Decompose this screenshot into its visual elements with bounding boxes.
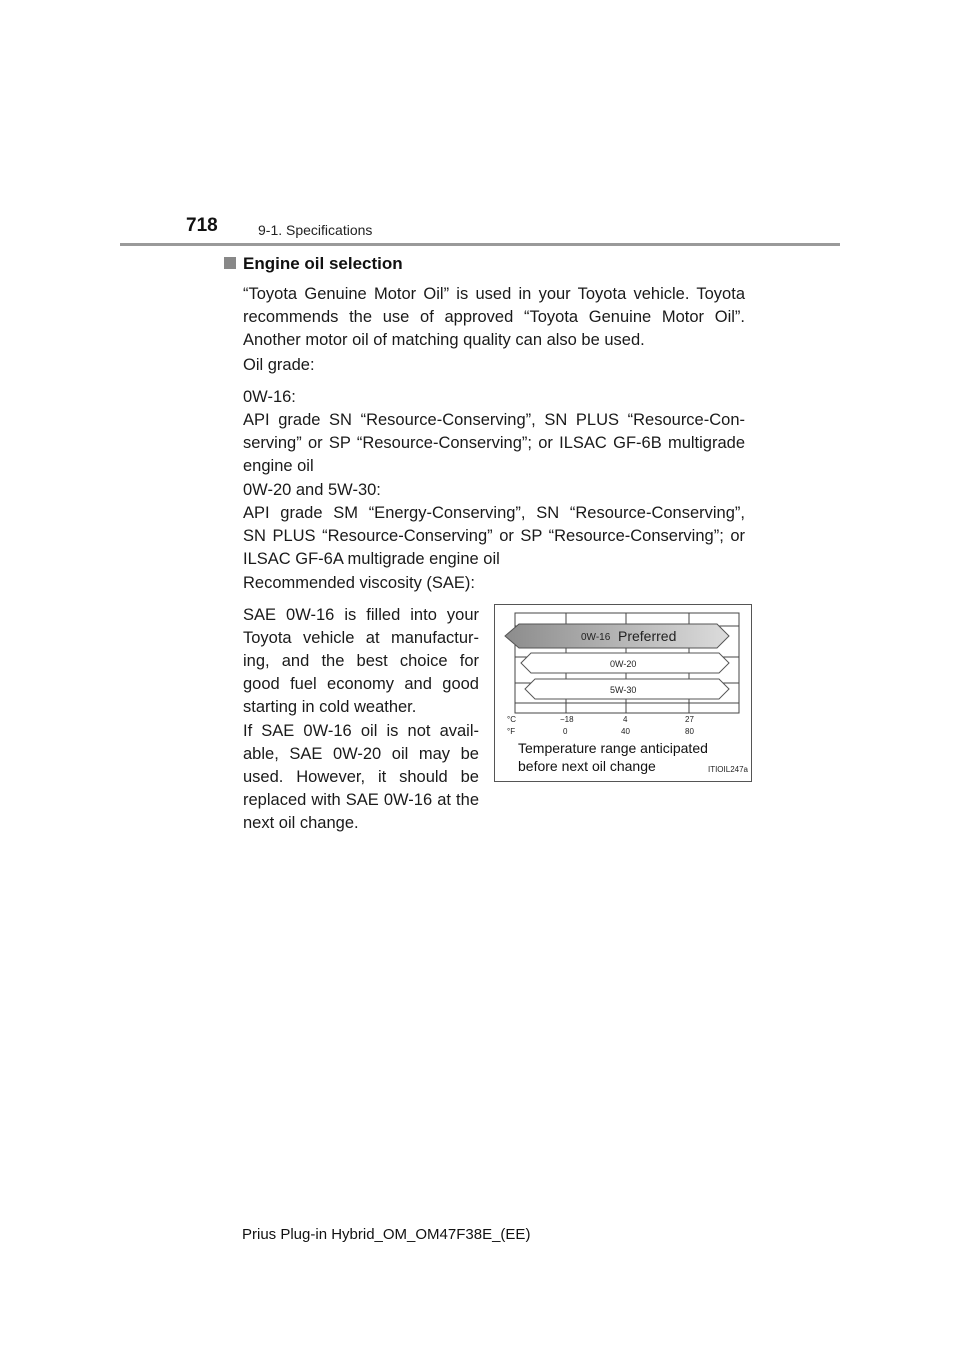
tick-c: 4	[623, 715, 628, 724]
diagram-caption	[518, 739, 708, 775]
tick-f: 80	[685, 727, 694, 736]
bar-0w16-arrow	[505, 624, 729, 648]
unit-fahrenheit: °F	[507, 727, 516, 736]
tick-f: 0	[563, 727, 568, 736]
para1-line: SAE 0W-16 is filled into your	[243, 606, 479, 624]
viscosity-temperature-diagram	[494, 604, 752, 782]
grade-0w16-block	[243, 386, 745, 478]
para2-line: next oil change.	[243, 814, 359, 832]
square-bullet-icon	[224, 257, 236, 269]
para1-line: ing, and the best choice for	[243, 652, 479, 670]
caption-line: before next oil change	[518, 758, 656, 774]
grade-0w20-line: API grade SM “Energy-Conserving”, SN “Resource-Conserving”,	[243, 504, 745, 522]
para2-line: used. However, it should be	[243, 768, 479, 786]
bar-5w30-label: 5W-30	[610, 685, 637, 695]
tick-f: 40	[621, 727, 630, 736]
intro-line: “Toyota Genuine Motor Oil” is used in your Toyota vehicle. Toyota	[243, 285, 745, 303]
illustration-code: ITIOIL247a	[707, 765, 748, 774]
viscosity-label	[243, 572, 745, 595]
grade-0w16-title: 0W-16:	[243, 388, 296, 406]
grade-0w20-line: SN PLUS “Resource-Conserving” or SP “Resource-Conserving”; or	[243, 527, 745, 545]
bar-0w20-label: 0W-20	[610, 659, 637, 669]
section-heading	[224, 254, 403, 274]
oil-grade-label	[243, 354, 745, 377]
viscosity-label-text: Recommended viscosity (SAE):	[243, 574, 475, 592]
viscosity-paragraph-2	[243, 720, 479, 835]
tick-c: −18	[560, 715, 574, 724]
oil-grade-label-text: Oil grade:	[243, 356, 315, 374]
page-number: 718	[186, 215, 218, 236]
intro-line: recommends the use of approved “Toyota Genuine Motor Oil”.	[243, 308, 745, 326]
grade-0w20-title: 0W-20 and 5W-30:	[243, 481, 381, 499]
intro-line: Another motor oil of matching quality can also be used.	[243, 331, 645, 349]
unit-celsius: °C	[507, 715, 516, 724]
para1-line: Toyota vehicle at manufactur-	[243, 629, 479, 647]
grade-0w16-line: engine oil	[243, 457, 314, 475]
para1-line: starting in cold weather.	[243, 698, 417, 716]
grade-0w16-line: serving” or SP “Resource-Conserving”; or ILSAC GF-6B multigrade	[243, 434, 745, 452]
caption-line: Temperature range anticipated	[518, 740, 708, 756]
viscosity-paragraph-1	[243, 604, 479, 719]
bar-0w16-preferred: Preferred	[618, 628, 677, 644]
para1-line: good fuel economy and good	[243, 675, 479, 693]
grade-0w20-block	[243, 479, 745, 571]
heading-text: Engine oil selection	[243, 254, 403, 273]
intro-paragraph	[243, 283, 745, 352]
grade-0w20-line: ILSAC GF-6A multigrade engine oil	[243, 550, 500, 568]
section-title: 9-1. Specifications	[258, 222, 373, 238]
para2-line: replaced with SAE 0W-16 at the	[243, 791, 479, 809]
para2-line: If SAE 0W-16 oil is not avail-	[243, 722, 479, 740]
bar-0w16-label: 0W-16	[581, 632, 611, 643]
footer-document-id: Prius Plug-in Hybrid_OM_OM47F38E_(EE)	[242, 1226, 531, 1243]
header-rule	[120, 243, 840, 246]
grade-0w16-line: API grade SN “Resource-Conserving”, SN PLUS “Resource-Con-	[243, 411, 745, 429]
para2-line: able, SAE 0W-20 oil may be	[243, 745, 479, 763]
tick-c: 27	[685, 715, 694, 724]
